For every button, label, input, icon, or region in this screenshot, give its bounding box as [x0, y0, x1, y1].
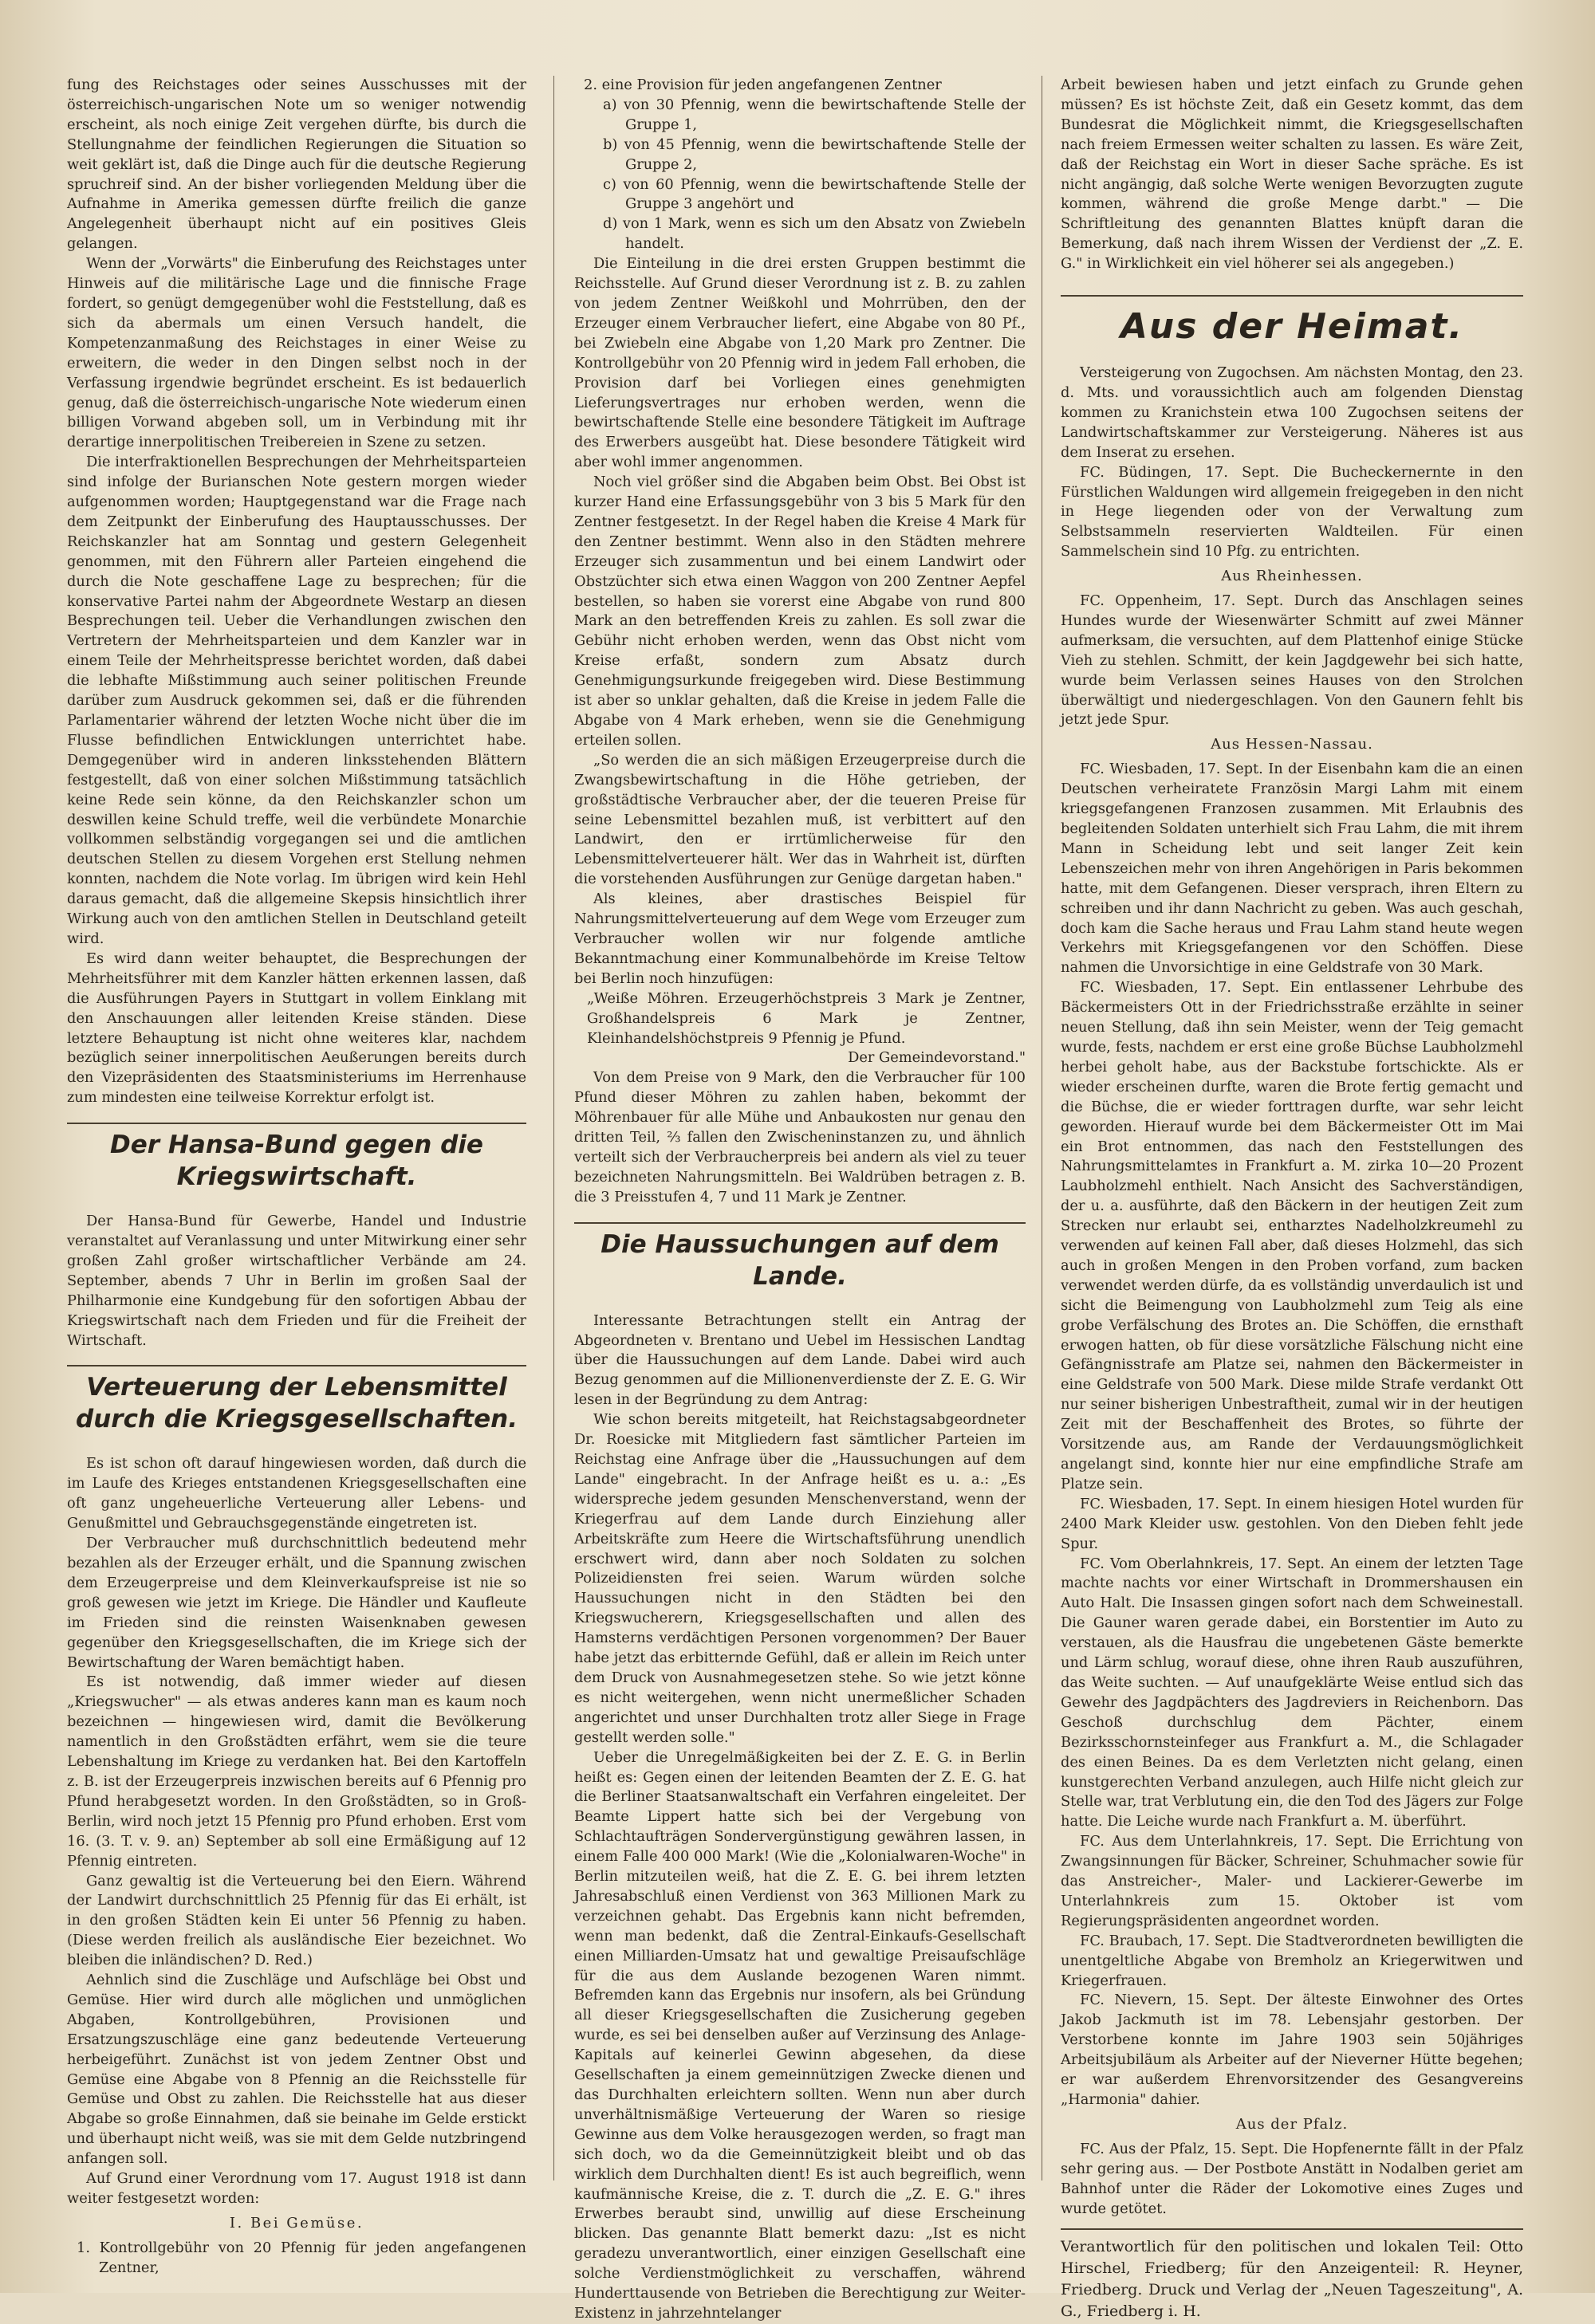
list-item: a) von 30 Pfennig, wenn die bewirtschaftende Stelle der Gruppe 1, [603, 96, 1026, 133]
article-text: Es ist schon oft darauf hingewiesen worden, daß durch die im Laufe des Krieges entstandenen Kriegsgesellschaften eine oft ganz ungeheuerliche Verteuerung aller Lebens- und Genußmittel und Gebrauchsgegenstände eingetreten ist. [67, 1455, 526, 1532]
article-text: Ganz gewaltig ist die Verteuerung bei den Eiern. Während der Landwirt durchschnittlich 25 Pfennig für das Ei erhält, ist in den großen Städten kein Ei unter 56 Pfennig zu haben. (Diese werden freilich als ausländische Eier bezeichnet. Wo bleiben die inländischen? D. Red.) [67, 1872, 526, 1969]
article-text: Interessante Betrachtungen stellt ein Antrag der Abgeordneten v. Brentano und Uebel im Hessischen Landtag über die Haussuchungen auf dem Lande. Dabei wird auch Bezug genommen auf die Millionenverdienste der Z. E. G. Wir lesen in der Begründung zu dem Antrag: [574, 1311, 1026, 1409]
article-text: Ueber die Unregelmäßigkeiten bei der Z. E. G. in Berlin heißt es: Gegen einen der leitenden Beamten der Z. E. G. hat die Berliner Staatsanwaltschaft ein Verfahren eingeleitet. Der Beamte Lippert hatte sich bei der Vergebung von Schlachtaufträgen Sondervergünstigung gewähren lassen, in einem Falle 400 000 Mark! (Wie die „Kolonialwaren-Woche" in Berlin mitzuteilen weiß, hat die Z. E. G. bei ihrem letzten Jahresabschluß einen Verdienst von 363 Millionen Mark zu verzeichnen gehabt. Das Ergebnis kann nicht befremden, wenn man bedenkt, daß die Zentral-Einkaufs-Gesellschaft einen Milliarden-Umsatz hat und gewaltige Preisaufschläge für die aus dem Auslande bezogenen Waren nimmt. Befremden kann das Ergebnis nur insofern, als bei Gründung all dieser Kriegsgesellschaften die Zusicherung gegeben wurde, es sei bei denselben außer auf Verzinsung des Anlage-Kapitals auf keinerlei Gewinn abgesehen, da diese Gesellschaften ja einem gemeinnützigen Zwecke dienen und das Durchhalten erleichtern sollten. Wenn nun aber durch unverhältnismäßige Verteuerung der Waren so riesige Gewinne aus dem Volke herausgezogen werden, so fragt man sich doch, wo da die Gemeinnützigkeit bleibt und ob das wirklich dem Durchhalten dient! Es ist auch begreiflich, wenn kaufmännische Kreise, die z. T. durch die „Z. E. G." ihres Erwerbes beraubt sind, unwillig auf diese Erscheinung blicken. Das genannte Blatt bemerkt dazu: „Ist es nicht geradezu unverantwortlich, einer einzigen Gesellschaft eine solche Verdienstmöglichkeit zu verschaffen, während Hunderttausende von Betrieben die Berechtigung zur Weiter-Existenz in jahrzehntelanger [574, 1748, 1026, 2322]
headline-verteuerung: Verteuerung der Lebensmittel durch die Kriegsgesellschaften. [67, 1365, 526, 1443]
section-title-heimat: Aus der Heimat. [1061, 295, 1523, 351]
article-text: Noch viel größer sind die Abgaben beim Obst. Bei Obst ist kurzer Hand eine Erfassungsgebühr von 3 bis 5 Mark für den Zentner festgesetzt. In der Regel haben die Kreise 4 Mark für den Zentner bestimmt. Wenn also in den Städten mehrere Erzeuger sich zusammentun und bei einem Landwirt oder Obstzüchter sich etwa einen Waggon von 200 Zentner Aepfel bestellen, so haben sie vorerst eine Abgabe von rund 800 Mark an den betreffenden Kreis zu zahlen. Es soll zwar die Gebühr nicht erhoben werden, wenn das Obst nicht vom Kreise erfaßt, sondern zum Absatz durch Genehmigungsurkunde freigegeben wird. Diese Bestimmung ist aber so unklar gehalten, daß die Kreise in jedem Falle die Abgabe von 4 Mark erheben, wenn sie die Genehmigung erteilen sollen. [574, 474, 1026, 749]
list-item: 2. eine Provision für jeden angefangenen Zentner [584, 77, 942, 93]
news-item: FC. Aus der Pfalz, 15. Sept. Die Hopfenernte fällt in der Pfalz sehr gering aus. — Der Postbote Anstätt in Nodalben geriet am Bahnhof unter die Räder der Lokomotive eines Zuges und wurde getötet. [1061, 2140, 1523, 2217]
article-text: Als kleines, aber drastisches Beispiel für Nahrungsmittelverteuerung auf dem Wege vom Erzeuger zum Verbraucher wollen wir nur folgende amtliche Bekanntmachung einer Kommunalbehörde im Kreise Teltow bei Berlin noch hinzufügen: [574, 891, 1026, 987]
headline-hansa-bund: Der Hansa-Bund gegen die Kriegswirtschaft. [67, 1123, 526, 1201]
article-text: Auf Grund einer Verordnung vom 17. August 1918 ist dann weiter festgesetzt worden: [67, 2170, 526, 2207]
news-item: FC. Wiesbaden, 17. Sept. In einem hiesigen Hotel wurden für 2400 Mark Kleider usw. gestohlen. Von den Dieben fehlt jede Spur. [1061, 1495, 1523, 1552]
article-text: fung des Reichstages oder seines Ausschusses mit der österreichisch-ungarischen Note um so weniger notwendig erscheint, als noch einige Zeit vergehen dürfte, bis durch die Stellungnahme der feindlichen Regierungen die Situation so weit geklärt ist, daß die Dinge auch für die deutsche Regierung spruchreif sind. An der bisher vorliegenden Meldung über die Aufnahme in Amerika gemessen dürfte freilich die ganze Angelegenheit überhaupt nicht auf ein positives Gleis gelangen. [67, 77, 526, 253]
article-text: Arbeit bewiesen haben und jetzt einfach zu Grunde gehen müssen? Es ist höchste Zeit, daß ein Gesetz kommt, das dem Bundesrat die Möglichkeit nimmt, die Kriegsgesellschaften nach freiem Ermessen weiter schalten zu lassen. Es wäre Zeit, daß der Reichstag ein Wort in dieser Sache spräche. Es ist nicht angängig, daß solche Werte wenigen Bevorzugten zugute kommen, während die große Menge darbt." — Die Schriftleitung des genannten Blattes knüpft daran die Bemerkung, daß nach ihrem Wissen der Verdienst der „Z. E. G." in Wirklichkeit ein viel höherer sei als angegeben.) [1061, 77, 1523, 273]
news-item: FC. Wiesbaden, 17. Sept. In der Eisenbahn kam die an einen Deutschen verheiratete Französin Margi Lahm mit einem kriegsgefangenen Franzosen zusammen. Mit Erlaubnis des begleitenden Soldaten unterhielt sich Frau Lahm, die mit ihrem Mann in Scheidung lebt und seit langer Zeit kein Lebenszeichen mehr von ihren Angehörigen in Paris bekommen hatte, mit dem Gefangenen. Dieser versprach, ihren Eltern zu schreiben und ihr dann Nachricht zu geben. Was auch geschah, doch kam die Sache heraus und Frau Lahm stand heute wegen Verkehrs mit Kriegsgefangenen vor den Schöffen. Diese nahmen die Unvorsichtige in eine Geldstrafe von 30 Mark. [1061, 761, 1523, 977]
list-item: 1. Kontrollgebühr von 20 Pfennig für jeden angefangenen Zentner, [77, 2239, 526, 2276]
news-item: FC. Braubach, 17. Sept. Die Stadtverordneten bewilligten die unentgeltliche Abgabe von Bremholz an Kriegerwitwen und Kriegerfrauen. [1061, 1932, 1523, 1989]
subheading: I. Bei Gemüse. [229, 2214, 364, 2232]
region-heading: Aus Hessen-Nassau. [1211, 736, 1373, 753]
headline-haussuchungen: Die Haussuchungen auf dem Lande. [574, 1222, 1026, 1300]
article-text: Der Hansa-Bund für Gewerbe, Handel und Industrie veranstaltet auf Veranlassung und unter Mitwirkung einer sehr großen Zahl großer wirtschaftlicher Verbände am 24. September, abends 7 Uhr in Berlin im großen Saal der Philharmonie eine Kundgebung für den sofortigen Abbau der Kriegswirtschaft nach dem Frieden und für die Freiheit der Wirtschaft. [67, 1213, 526, 1349]
column-3 [1061, 76, 1523, 2321]
region-heading: Aus der Pfalz. [1235, 2115, 1349, 2133]
column-2 [574, 76, 1026, 2322]
column-divider [553, 76, 554, 2180]
article-text: Der Verbraucher muß durchschnittlich bedeutend mehr bezahlen als der Erzeuger erhält, und die Spannung zwischen dem Erzeugerpreise und dem Kleinverkaufspreise ist nie so groß gewesen wie jetzt im Kriege. Die Händler und Kaufleute im Frieden sind die reinsten Waisenknaben gewesen gegenüber den Kriegsgesellschaften, die im Kriege sich der Bewirtschaftung der Waren bemächtigt haben. [67, 1535, 526, 1671]
news-item: FC. Nievern, 15. Sept. Der älteste Einwohner des Ortes Jakob Jackmuth ist im 78. Lebensjahr gestorben. Der Verstorbene konnte im Jahre 1903 sein 50jähriges Arbeitsjubiläum als Arbeiter auf der Nieverner Hütte begehen; er war außerdem Ehrenvorsitzender des Gesangvereins „Harmonia" dahier. [1061, 1992, 1523, 2108]
news-item: FC. Aus dem Unterlahnkreis, 17. Sept. Die Errichtung von Zwangsinnungen für Bäcker, Schreiner, Schuhmacher sowie für das Anstreicher-, Maler- und Lackierer-Gewerbe im Unterlahnkreis zum 15. Oktober ist vom Regierungspräsidenten angeordnet worden. [1061, 1833, 1523, 1929]
news-item: FC. Büdingen, 17. Sept. Die Bucheckernernte in den Fürstlichen Waldungen wird allgemein freigegeben in den nicht in Hege liegenden oder von der Verwaltung zum Selbstsammeln reservierten Waldteilen. Für einen Sammelschein sind 10 Pfg. zu entrichten. [1061, 463, 1523, 560]
article-text: Die interfraktionellen Besprechungen der Mehrheitsparteien sind infolge der Burianschen Note gestern morgen wieder aufgenommen worden; Hauptgegenstand war die Frage nach dem Zeitpunkt der Einberufung des Hauptausschusses. Der Reichskanzler hat am Sonntag und gestern Gelegenheit genommen, mit den Führern aller Parteien eingehend die durch die Note geschaffene Lage zu besprechen; für die konservative Partei nahm der Abgeordnete Westarp an diesen Besprechungen teil. Ueber die Verhandlungen zwischen den Vertretern der Mehrheitsparteien und dem Kanzler war in einem Teile der Mehrheitspresse berichtet worden, daß dabei die lebhafte Mißstimmung auch seiner politischen Freunde darüber zum Ausdruck gekommen sei, daß er die führenden Parlamentarier während der letzten Woche nicht über die im Flusse befindlichen Entwicklungen unterrichtet habe. Demgegenüber wird in anderen linksstehenden Blättern festgestellt, daß von einer solchen Mißstimmung tatsächlich keine Rede sein könne, da den Reichskanzler schon um deswillen keine Schuld treffe, weil die verbündete Monarchie vollkommen selbständig vorgegangen sei und die amtlichen deutschen Stellen zu diesem Vorgehen erst Stellung nehmen konnten, nachdem die Note vorlag. Im übrigen wird kein Hehl daraus gemacht, daß die allgemeine Skepsis hinsichtlich ihrer Wirkung auch von den amtlichen Stellen in Deutschland geteilt wird. [67, 454, 526, 947]
article-text: „So werden die an sich mäßigen Erzeugerpreise durch die Zwangsbewirtschaftung in die Höhe getrieben, der großstädtische Verbraucher aber, der die teueren Preise für seine Lebensmittel bezahlen muß, ist verbittert auf den Landwirt, den er irrtümlicherweise für den Lebensmittelverteuerer hält. Wer das in Wahrheit ist, dürften die vorstehenden Ausführungen zur Genüge dargetan haben." [574, 751, 1026, 888]
article-text: Es wird dann weiter behauptet, die Besprechungen der Mehrheitsführer mit dem Kanzler hätten erkennen lassen, daß die Ausführungen Payers in Stuttgart in vollem Einklang mit den Anschauungen aller leitenden Kreise ständen. Diese letztere Behauptung ist nicht ohne weiteres klar, nachdem bezüglich seiner innerpolitischen Aeußerungen bereits durch den Vizepräsidenten des Staatsministeriums im Herrenhause zum mindesten eine teilweise Korrektur erfolgt ist. [67, 950, 526, 1107]
news-item: Versteigerung von Zugochsen. Am nächsten Montag, den 23. d. Mts. und voraussichtlich auch am folgenden Dienstag kommen zu Kranichstein etwa 100 Zugochsen seitens der Landwirtschaftskammer zur Versteigerung. Näheres ist aus dem Inserat zu ersehen. [1061, 364, 1523, 461]
article-text: Wie schon bereits mitgeteilt, hat Reichstagsabgeordneter Dr. Roesicke mit Mitgliedern fast sämtlicher Parteien im Reichstag eine Anfrage über die „Haussuchungen auf dem Lande" eingebracht. In der Anfrage heißt es u. a.: „Es widerspreche jedem gesunden Menschenverstand, wenn der Kriegerfrau auf dem Lande durch Einziehung aller Arbeitskräfte zum Heere die Wirtschaftsführung unendlich erschwert wird, dann aber noch Soldaten zu solchen Polizeidiensten frei seien. Warum würden solche Haussuchungen nicht in den Städten bei den Kriegswucherern, Kriegsgesellschaften und allen des Hamsterns verdächtigen Personen vorgenommen? Der Bauer habe jetzt das erbitternde Gefühl, daß er allein im Reich unter dem Druck von Ausnahmegesetzen stehe. So wie jetzt könne es nicht weitergehen, wenn nicht unermeßlicher Schaden angerichtet und unser Durchhalten trotz aller Siege in Frage gestellt werden solle." [574, 1411, 1026, 1746]
imprint: Verantwortlich für den politischen und lokalen Teil: Otto Hirschel, Friedberg; für den Anzeigenteil: R. Heyner, Friedberg. Druck und Verlag der „Neuen Tageszeitung", A. G., Friedberg i. H. [1061, 2228, 1523, 2322]
column-1 [67, 76, 526, 2276]
quote-signature: Der Gemeindevorstand." [848, 1049, 1026, 1067]
region-heading: Aus Rheinhessen. [1221, 568, 1363, 585]
article-text: Wenn der „Vorwärts" die Einberufung des Reichstages unter Hinweis auf die militärische Lage und die finnische Frage fordert, so genügt demgegenüber wohl die Feststellung, daß es sich da abermals um einen Versuch handelt, die Kompetenzanmaßung des Reichstages in einer Weise zu erweitern, die weder in den Dingen selbst noch in der Verfassung irgendwie begründet erscheint. Es ist bedauerlich genug, daß die österreichisch-ungarische Note wiederum einen billigen Vorwand abgeben soll, um in Verbindung mit ihr derartige innerpolitischen Treibereien in Szene zu setzen. [67, 255, 526, 451]
quote-text: „Weiße Möhren. Erzeugerhöchstpreis 3 Mark je Zentner, Großhandelspreis 6 Mark je Zentner, Kleinhandelshöchstpreis 9 Pfennig je Pfund. [587, 989, 1026, 1047]
article-text: Aehnlich sind die Zuschläge und Aufschläge bei Obst und Gemüse. Hier wird durch alle möglichen und unmöglichen Abgaben, Kontrollgebühren, Provisionen und Ersatzungszuschläge eine ganz bedeutende Verteuerung herbeigeführt. Zunächst ist von jedem Zentner Obst und Gemüse eine Abgabe von 8 Pfennig an die Reichsstelle für Gemüse und Obst zu zahlen. Die Reichsstelle hat aus dieser Abgabe so große Einnahmen, daß sie beinahe im Gelde erstickt und überhaupt nicht weiß, was sie mit dem Gelde nutzbringend anfangen soll. [67, 1972, 526, 2168]
article-text: Von dem Preise von 9 Mark, den die Verbraucher für 100 Pfund dieser Möhren zu zahlen haben, bekommt der Möhrenbauer für alle Mühe und Anbaukosten nur genau den dritten Teil, ⅔ fallen den Zwischeninstanzen zu, und ähnlich verteilt sich der Verbraucherpreis bei andern als viel zu teuer bezeichneten Nahrungsmitteln. Bei Waldrüben betragen z. B. die 3 Preisstufen 4, 7 und 11 Mark je Zentner. [574, 1069, 1026, 1205]
article-text: Es ist notwendig, daß immer wieder auf diesen „Kriegswucher" — als etwas anderes kann man es kaum noch bezeichnen — hingewiesen wird, damit die Bevölkerung namentlich in den Großstädten erfährt, wem sie die teure Lebenshaltung im Kriege zu verdanken hat. Bei den Kartoffeln z. B. ist der Erzeugerpreis inzwischen bereits auf 6 Pfennig pro Pfund herabgesetzt worden. In den Großstädten, so in Groß-Berlin, wird noch jetzt 15 Pfennig pro Pfund erhoben. Erst vom 16. (3. T. v. 9. an) September ab soll eine Ermäßigung auf 12 Pfennig eintreten. [67, 1673, 526, 1870]
news-item: FC. Vom Oberlahnkreis, 17. Sept. An einem der letzten Tage machte nachts vor einer Wirtschaft in Drommershausen ein Auto Halt. Die Insassen gingen sofort nach dem Schweinestall. Die Gauner waren gerade dabei, ein Borstentier im Auto zu verstauen, als die Hausfrau die ungebetenen Gäste bemerkte und Lärm schlug, worauf diese, ohne ihren Raub auszuführen, das Weite suchten. — Auf unaufgeklärte Weise entlud sich das Gewehr des Jagdpächters des Jagdreviers in Reichenborn. Das Geschoß durchschlug dem Pächter, einem Bezirksschornsteinfeger aus Frankfurt a. M., die Schlagader des einen Beines. Da es dem Verletzten nicht gelang, einen kunstgerechten Verband anzulegen, auch Hilfe nicht gleich zur Stelle war, trat Verblutung ein, die den Tod des Jägers zur Folge hatte. Die Leiche wurde nach Frankfurt a. M. überführt. [1061, 1555, 1523, 1830]
list-item: b) von 45 Pfennig, wenn die bewirtschaftende Stelle der Gruppe 2, [603, 136, 1026, 173]
news-item: FC. Wiesbaden, 17. Sept. Ein entlassener Lehrbube des Bäckermeisters Ott in der Friedrichsstraße erzählte in seiner neuen Stellung, daß ihn sein Meister, wenn der Teig gemacht wurde, fests, nachdem er erst eine große Büchse Laubholzmehl herbei geholt habe, aus der Backstube fortschickte. Als er wieder erscheinen durfte, waren die Brote fertig gemacht und die Büchse, die er wieder forttragen durfte, war sehr leicht geworden. Hierauf wurde bei dem Bäckermeister Ott im Mai ein Brot entnommen, das nach den Feststellungen des Nahrungsmittelamtes in Frankfurt a. M. zirka 10—20 Prozent Laubholzmehl enthielt. Nach Ansicht des Sachverständigen, der u. a. ausführte, daß den Bäckern in der heutigen Zeit zum Strecken nur erlaubt sei, entharztes Nadelholzkreumehl zu verwenden auf keinen Fall aber, daß dieses Holzmehl, das sich auch in großen Mengen in den Proben vorfand, zum backen verwendet werden dürfe, da es vollständig unverdaulich ist und sicht die Beimengung von Laubholzmehl zum Teig als eine grobe Verfälschung des Brotes an. Die Schöffen, die ernsthaft erwogen hatten, ob für diese vorsätzliche Fälschung nicht eine Gefängnisstrafe am Platze sei, nahmen den Bäckermeister in eine Geldstrafe von 500 Mark. Diese milde Strafe verdankt Ott nur seiner bisherigen Unbestraftheit, zumal wir in der heutigen Zeit mit der Beschaffenheit des Brotes, so führte der Vorsitzende aus, am Rande der Verdauungsmöglichkeit angelangt sind, konnte hier nur eine empfindliche Strafe am Platze sein. [1061, 979, 1523, 1492]
list-item: d) von 1 Mark, wenn es sich um den Absatz von Zwiebeln handelt. [603, 215, 1026, 253]
list-item: c) von 60 Pfennig, wenn die bewirtschaftende Stelle der Gruppe 3 angehört und [603, 175, 1026, 213]
news-item: FC. Oppenheim, 17. Sept. Durch das Anschlagen seines Hundes wurde der Wiesenwärter Schmitt auf zwei Männer aufmerksam, die versuchten, auf dem Plattenhof einige Stücke Vieh zu stehlen. Schmitt, der kein Jagdgewehr bei sich hatte, wurde beim Verlassen seines Hauses von den Strolchen überwältigt und niedergeschlagen. Von den Gaunern fehlt bis jetzt jede Spur. [1061, 592, 1523, 729]
article-text: Die Einteilung in die drei ersten Gruppen bestimmt die Reichsstelle. Auf Grund dieser Verordnung ist z. B. zu zahlen von jedem Zentner Weißkohl und Mohrrüben, den der Erzeuger einem Verbraucher liefert, eine Abgabe von 80 Pf., bei Zwiebeln eine Abgabe von 1,20 Mark pro Zentner. Die Kontrollgebühr von 20 Pfennig wird in jedem Fall erhoben, die Provision darf bei Vorliegen eines genehmigten Lieferungsvertrages nur erhoben werden, wenn die bewirtschaftende Stelle eine besondere Tätigkeit im Auftrage des Erwerbers ausgeübt hat. Diese besondere Tätigkeit wird aber wohl immer angenommen. [574, 255, 1026, 471]
